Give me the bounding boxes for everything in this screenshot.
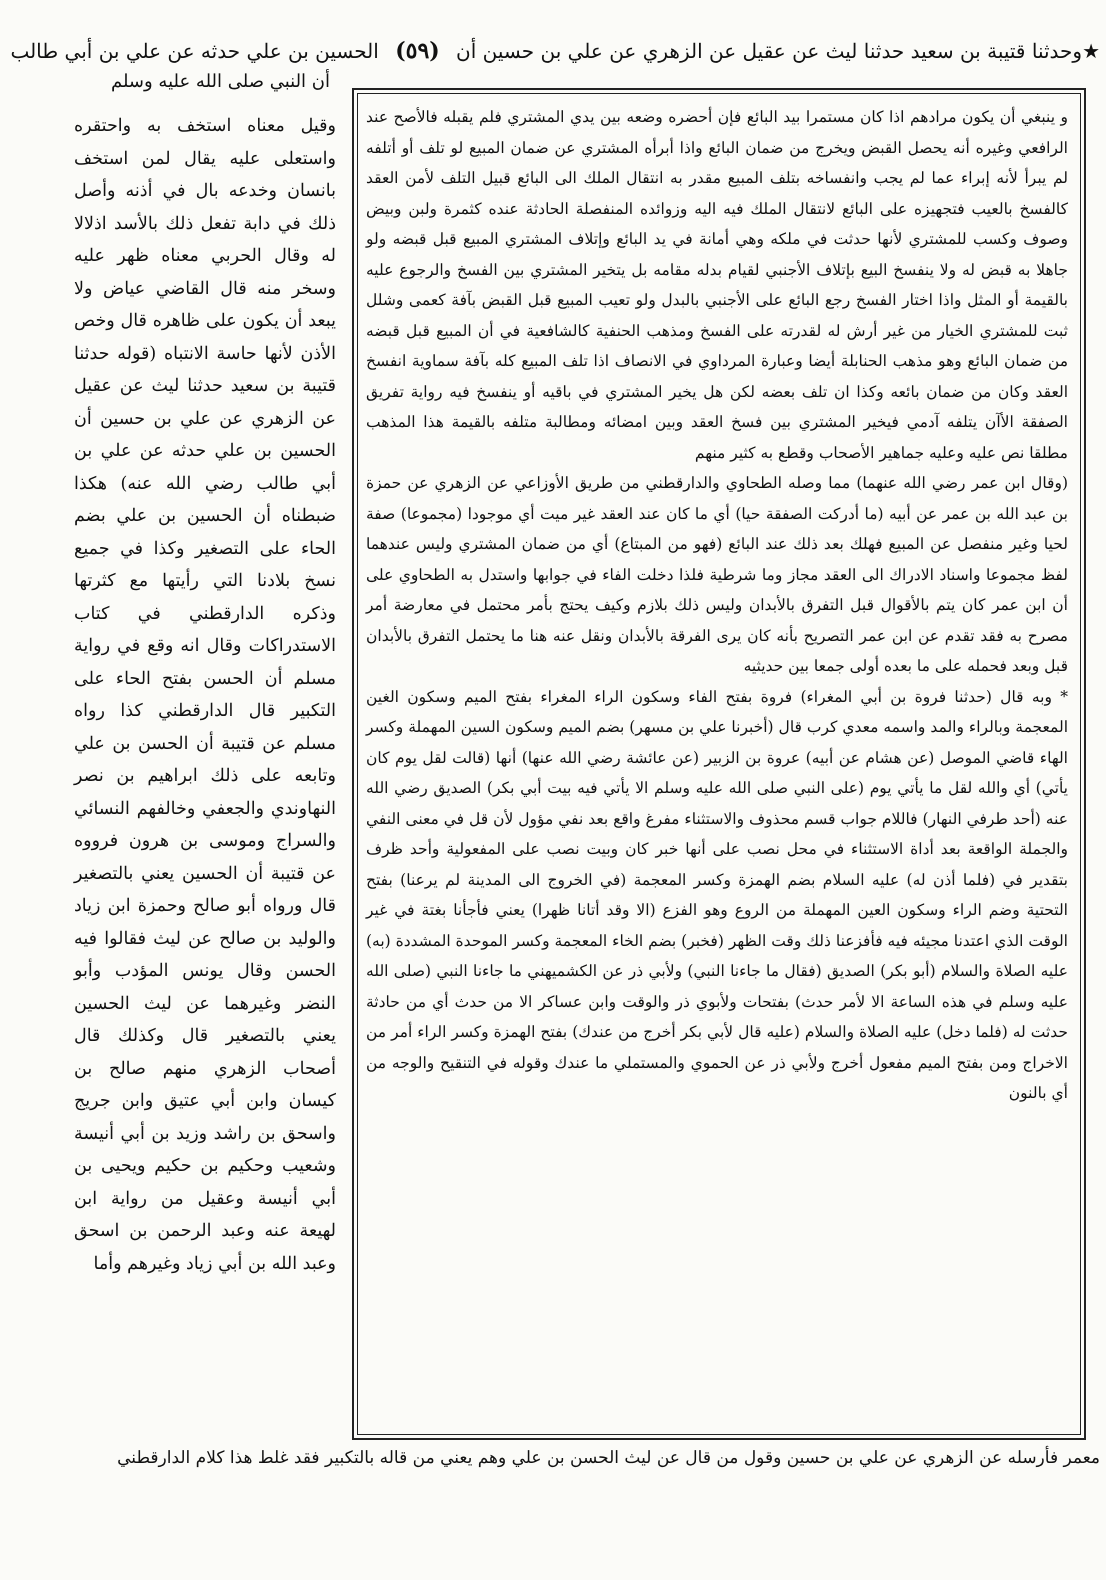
main-paragraph: و ينبغي أن يكون مرادهم اذا كان مستمرا بيد البائع فإن أحضره وضعه بين يدي المشتري فلم يقبله فالأصح عند الرافعي وغيره أنه يحصل القبض ويخرج من ضمان البائع واذا أبرأه المشتري عن ضمان المبيع لو تلف أو أتلفه لم يبرأ لأنه إبراء عما لم يجب وانفساخه بتلف المبيع مقدر به انتقال الملك الى البائع قبيل التلف لأمن العقد كالفسخ بالعيب فتجهيزه على البائع لانتقال الملك فيه اليه وزوائده المنفصلة الحادثة عنده كثمرة ولبن وبيض وصوف وكسب للمشتري لأنها حدثت في ملكه وهي أمانة في يد البائع وإتلاف المشتري المبيع قبل قبضه ولو جاهلا به قبض له ولا ينفسخ البيع بإتلاف الأجنبي لقيام بدله مقامه بل يتخير المشتري بين الفسخ والرجوع عليه بالقيمة أو المثل واذا اختار الفسخ رجع البائع على الأجنبي بالبدل ولو تعيب المبيع قبل القبض بآفة كعمى وشلل ثبت للمشتري الخيار من غير أرش له لقدرته على الفسخ ومذهب الحنفية كالشافعية في أن المبيع قبل قبضه من ضمان البائع وهو مذهب الحنابلة أيضا وعبارة المرداوي في الانصاف اذا تلف المبيع كله بآفة سماوية انفسخ العقد وكان من ضمان بائعه وكذا ان تلف بعضه لكن هل يخير المشتري في باقيه أو ينفسخ فيه رواية تفريق الصفقة الأآن يتلفه آدمي فيخير المشتري بين فسخ العقد وبين امضائه ومطالبة متلفه بالقيمة هذا المذهب مطلقا نص عليه وعليه جماهير الأصحاب وقطع به كثير منهم: [366, 108, 1068, 462]
main-paragraph: (وقال ابن عمر رضي الله عنهما) مما وصله الطحاوي والدارقطني من طريق الأوزاعي عن الزهري عن حمزة بن عبد الله بن عمر عن أبيه (ما أدركت الصفقة حيا) أي ما كان عند العقد غير ميت أي موجودا (مجموعا) صفة لحيا وغير منفصل عن المبيع فهلك بعد ذلك عند البائع (فهو من المبتاع) أي من ضمان المشتري وليس عندهما لفظ مجموعا واسناد الادراك الى العقد مجاز وما شرطية فلذا دخلت الفاء في جوابها واستدل به الطحاوي على أن ابن عمر كان يتم بالأقوال قبل التفرق بالأبدان وليس ذلك بلازم وكيف يحتج بأمر محتمل في معارضة أمر مصرح به فقد تقدم عن ابن عمر التصريح بأنه كان يرى الفرقة بالأبدان ونقل عنه هنا ما يحتمل التفرق بالأبدان قبل وبعد فحمله على ما بعده أولى جمعا بين حديثيه: [366, 474, 1068, 675]
margin-commentary-block: [74, 110, 336, 1420]
main-commentary-block: [366, 102, 1068, 1424]
page-footer-line: معمر فأرسله عن الزهري عن علي بن حسين وقول من قال عن ليث الحسن بن علي وهم يعني من قاله بالتكبير فقد غلط هذا كلام الدارقطني: [117, 1448, 1100, 1468]
header-text-left: الحسين بن علي حدثه عن علي بن أبي طالب: [10, 39, 379, 63]
page-subheader: أن النبي صلى الله عليه وسلم: [110, 71, 330, 92]
header-text-right: ★وحدثنا قتيبة بن سعيد حدثنا ليث عن عقيل عن الزهري عن علي بن حسين أن: [456, 39, 1100, 63]
page-header: [10, 36, 1100, 70]
main-paragraph: * وبه قال (حدثنا فروة بن أبي المغراء) فروة بفتح الفاء وسكون الراء المغراء بفتح الميم وسكون الغين المعجمة وبالراء والمد واسمه معدي كرب قال (أخبرنا علي بن مسهر) بضم الميم وسكون السين المهملة وكسر الهاء قاضي الموصل (عن هشام عن أبيه) عروة بن الزبير (عن عائشة رضي الله عنها) أنها (قالت لقل يوم كان يأتي) أي والله لقل ما يأتي يوم (على النبي صلى الله عليه وسلم الا يأتي فيه بيت أبي بكر) الصديق رضي الله عنه (أحد طرفي النهار) فاللام جواب قسم محذوف والاستثناء مفرغ واقع بعد نفي مؤول لأن قل في معنى النفي والجملة الواقعة بعد أداة الاستثناء في محل نصب على أنها خبر كان وبيت نصب على المفعولية وأحد ظرف بتقدير في (فلما أذن له) عليه السلام بضم الهمزة وكسر المعجمة (في الخروج الى المدينة لم يرعنا) بفتح التحتية وضم الراء وسكون العين المهملة من الروع وهو الفزع (الا وقد أتانا ظهرا) يعني فأجأنا بغتة في غير الوقت الذي اعتدنا مجيئه فيه فأفزعنا ذلك وقت الظهر (فخبر) بضم الخاء المعجمة وكسر الموحدة المشددة (به) عليه الصلاة والسلام (أبو بكر) الصديق (فقال ما جاءنا النبي) ولأبي ذر عن الكشميهني ما جاءنا النبي (صلى الله عليه وسلم في هذه الساعة الا لأمر حدث) بفتحات ولأبوي ذر والوقت وابن عساكر الا من حدث أي من حادثة حدثت له (فلما دخل) عليه الصلاة والسلام (عليه قال لأبي بكر أخرج من عندك) بفتح الهمزة وكسر الراء أمر من الاخراج ومن بفتح الميم مفعول أخرج ولأبي ذر عن الحموي والمستملي ما عندك وقوله في التنقيح والوجه من أي بالنون: [366, 687, 1068, 1102]
page-number: (٥٩): [395, 38, 440, 64]
margin-paragraph: وقيل معناه استخف به واحتقره واستعلى عليه يقال لمن استخف بانسان وخدعه بال في أذنه وأصل ذلك في دابة تفعل ذلك بالأسد اذلالا له وقال الحربي معناه ظهر عليه وسخر منه قال القاضي عياض ولا يبعد أن يكون على ظاهره قال وخص الأذن لأنها حاسة الانتباه (قوله حدثنا قتيبة بن سعيد حدثنا ليث عن عقيل عن الزهري عن علي بن حسين أن الحسين بن علي حدثه عن علي بن أبي طالب رضي الله عنه) هكذا ضبطناه أن الحسين بن علي بضم الحاء على التصغير وكذا في جميع نسخ بلادنا التي رأيتها مع كثرتها وذكره الدارقطني في كتاب الاستدراكات وقال انه وقع في رواية مسلم أن الحسن بفتح الحاء على التكبير قال الدارقطني كذا رواه مسلم عن قتيبة أن الحسن بن علي وتابعه على ذلك ابراهيم بن نصر النهاوندي والجعفي وخالفهم النسائي والسراج وموسى بن هرون فرووه عن قتيبة أن الحسين يعني بالتصغير قال ورواه أبو صالح وحمزة ابن زياد والوليد بن صالح عن ليث فقالوا فيه الحسن وقال يونس المؤدب وأبو النضر وغيرهما عن ليث الحسين يعني بالتصغير قال وكذلك قال أصحاب الزهري منهم صالح بن كيسان وابن أبي عتيق وابن جريج واسحق بن راشد وزيد بن أبي أنيسة وشعيب وحكيم بن حكيم ويحيى بن أبي أنيسة وعقيل من رواية ابن لهيعة عنه وعبد الرحمن بن اسحق وعبد الله بن أبي زياد وغيرهم وأما: [74, 116, 336, 1274]
